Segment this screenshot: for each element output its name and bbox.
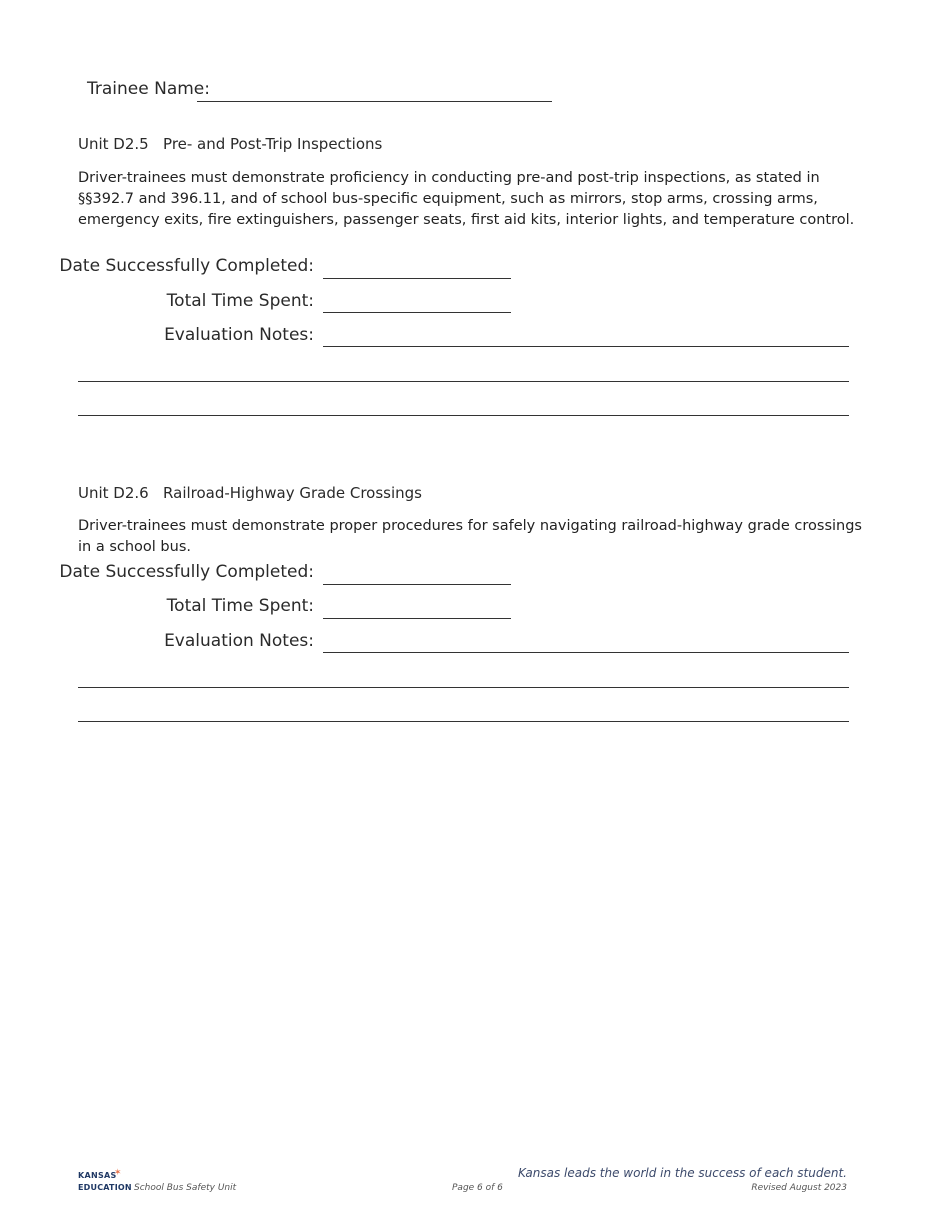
kansas-education-logo bbox=[78, 1168, 132, 1197]
evaluation-notes-line-2[interactable] bbox=[78, 687, 849, 688]
date-completed-label: Date Successfully Completed: bbox=[59, 256, 314, 276]
unit-d2-6-heading bbox=[78, 484, 422, 502]
trainee-name-underline bbox=[197, 101, 552, 102]
date-completed-field[interactable] bbox=[323, 256, 511, 278]
unit-title: Railroad-Highway Grade Crossings bbox=[163, 484, 423, 502]
evaluation-notes-label: Evaluation Notes: bbox=[164, 631, 314, 651]
unit-code: Unit D2.6 bbox=[78, 484, 149, 502]
evaluation-notes-line-3[interactable] bbox=[78, 415, 849, 416]
evaluation-notes-line-3[interactable] bbox=[78, 721, 849, 722]
evaluation-notes-line-2[interactable] bbox=[78, 381, 849, 382]
evaluation-notes-underline bbox=[323, 346, 849, 347]
total-time-field[interactable] bbox=[323, 596, 511, 618]
total-time-label: Total Time Spent: bbox=[166, 596, 314, 616]
tagline: Kansas leads the world in the success of each student. bbox=[517, 1166, 847, 1180]
evaluation-notes-field[interactable] bbox=[323, 325, 849, 347]
date-completed-label: Date Successfully Completed: bbox=[59, 562, 314, 582]
unit-d2-5-heading bbox=[78, 135, 382, 153]
date-completed-underline bbox=[323, 278, 511, 279]
trainee-name-label: Trainee Name: bbox=[87, 79, 210, 99]
logo-line-education: EDUCATION bbox=[78, 1183, 132, 1192]
unit-d2-5-description: Driver-trainees must demonstrate proficiency in conducting pre-and post-trip inspections, as stated in §§392.7 and 396.11, and of school bus-specific equipment, such as mirrors, stop arms, crossing arms, emergency exits, fire extinguishers, passenger seats, first aid kits, interior lights, and temperature control. bbox=[78, 170, 855, 228]
unit-title: Pre- and Post-Trip Inspections bbox=[163, 135, 383, 153]
date-completed-field[interactable] bbox=[323, 562, 511, 584]
logo-line-kansas: KANSAS bbox=[78, 1171, 117, 1180]
page-number: Page 6 of 6 bbox=[452, 1183, 503, 1193]
logo-star-icon: ✶ bbox=[114, 1168, 122, 1178]
document-name: School Bus Safety Unit bbox=[134, 1183, 237, 1193]
evaluation-notes-label: Evaluation Notes: bbox=[164, 325, 314, 345]
date-completed-underline bbox=[323, 584, 511, 585]
evaluation-notes-field[interactable] bbox=[323, 631, 849, 653]
trainee-name-field[interactable] bbox=[197, 79, 552, 101]
unit-d2-6-description: Driver-trainees must demonstrate proper procedures for safely navigating railroad-highway grade crossings in a school bus. bbox=[78, 518, 862, 555]
evaluation-notes-underline bbox=[323, 652, 849, 653]
total-time-field[interactable] bbox=[323, 291, 511, 313]
total-time-underline bbox=[323, 312, 511, 313]
revised-date: Revised August 2023 bbox=[751, 1183, 847, 1193]
total-time-label: Total Time Spent: bbox=[166, 291, 314, 311]
unit-code: Unit D2.5 bbox=[78, 135, 149, 153]
total-time-underline bbox=[323, 618, 511, 619]
